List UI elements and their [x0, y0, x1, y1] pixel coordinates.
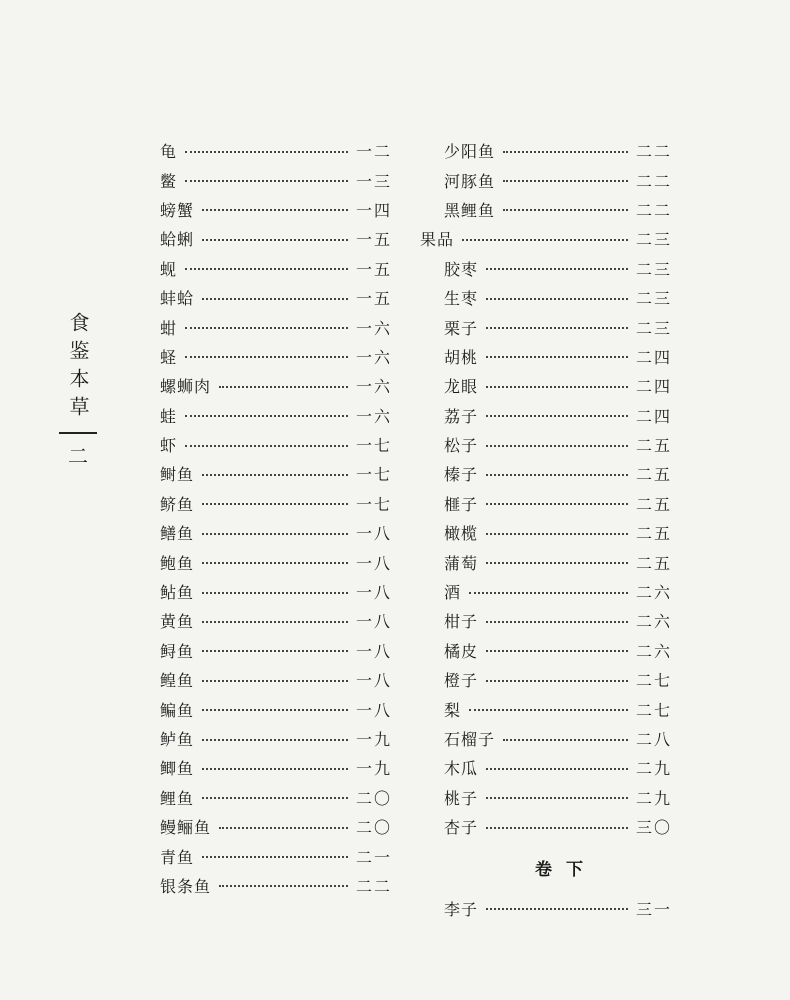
dot-leader	[486, 562, 628, 564]
toc-entry-page: 二七	[635, 700, 672, 720]
toc-entry[interactable]	[420, 283, 672, 312]
toc-entry[interactable]	[160, 812, 392, 841]
toc-entry-page: 二二	[635, 200, 672, 220]
toc-entry-page: 二三	[635, 318, 672, 338]
toc-entry-label: 黑鲤鱼	[444, 200, 496, 220]
dot-leader	[486, 680, 628, 682]
toc-entry[interactable]	[420, 783, 672, 812]
toc-entry-label: 鳝鱼	[160, 524, 195, 544]
toc-entry-label: 酒	[444, 583, 462, 603]
dot-leader	[202, 592, 348, 594]
dot-leader	[202, 209, 348, 211]
running-head-rule	[59, 432, 97, 434]
toc-entry-page: 一八	[355, 553, 392, 573]
toc-entry-label: 蚌蛤	[160, 289, 195, 309]
dot-leader	[185, 268, 348, 270]
toc-entry[interactable]	[420, 812, 672, 841]
toc-entry-page: 三〇	[635, 818, 672, 838]
toc-left-column	[160, 136, 392, 900]
toc-entry-label: 蚬	[160, 259, 178, 279]
toc-entry-page: 二八	[635, 730, 672, 749]
toc-entry-label: 木瓜	[444, 759, 479, 779]
toc-entry-page: 一七	[355, 465, 392, 485]
toc-entry[interactable]	[160, 136, 392, 165]
dot-leader	[202, 503, 348, 505]
toc-entry-page: 二二	[355, 876, 392, 896]
toc-entry-page: 二四	[635, 406, 672, 426]
toc-entry[interactable]	[160, 342, 392, 371]
toc-entry-label: 榧子	[444, 494, 479, 514]
toc-entry[interactable]	[420, 547, 672, 576]
toc-entry-label: 鲤鱼	[160, 788, 195, 808]
toc-entry-label: 橘皮	[444, 641, 479, 661]
toc-entry-page: 二三	[635, 230, 672, 250]
toc-entry[interactable]	[160, 783, 392, 812]
toc-entry-page: 二六	[635, 641, 672, 661]
toc-entry[interactable]	[160, 871, 392, 900]
toc-entry[interactable]	[420, 636, 672, 665]
toc-entry[interactable]	[420, 165, 672, 194]
toc-entry-label: 鲍鱼	[160, 553, 195, 573]
dot-leader	[202, 239, 348, 241]
dot-leader	[185, 356, 348, 358]
dot-leader	[202, 768, 348, 770]
toc-entry-page: 一四	[355, 200, 392, 220]
dot-leader	[503, 151, 628, 153]
toc-entry[interactable]	[420, 893, 672, 922]
toc-entry-page: 一六	[355, 406, 392, 426]
toc-entry[interactable]	[420, 489, 672, 518]
toc-entry[interactable]	[420, 430, 672, 459]
toc-entry-label: 松子	[444, 436, 479, 456]
dot-leader	[486, 908, 628, 910]
toc-entry-label: 生枣	[444, 289, 479, 309]
dot-leader	[202, 533, 348, 535]
dot-leader	[202, 621, 348, 623]
toc-entry-label: 鲇鱼	[160, 583, 195, 603]
toc-entry-label: 橄榄	[444, 524, 479, 544]
toc-entry-page: 二五	[635, 465, 672, 485]
toc-entry-page: 二三	[635, 259, 672, 279]
dot-leader	[469, 709, 628, 711]
dot-leader	[503, 739, 628, 741]
dot-leader	[202, 709, 348, 711]
toc-entry[interactable]	[160, 224, 392, 253]
dot-leader	[202, 856, 348, 858]
toc-entry-page: 二二	[635, 142, 672, 162]
toc-entry[interactable]	[160, 401, 392, 430]
dot-leader	[486, 298, 628, 300]
dot-leader	[503, 180, 628, 182]
toc-entry-label: 鳗鲡鱼	[160, 818, 212, 838]
toc-entry[interactable]	[420, 312, 672, 341]
toc-entry-page: 一八	[355, 612, 392, 632]
toc-entry[interactable]	[160, 577, 392, 606]
toc-entry[interactable]	[420, 342, 672, 371]
toc-entry-label: 荔子	[444, 406, 479, 426]
toc-entry-page: 一三	[355, 171, 392, 191]
toc-entry-label: 榛子	[444, 465, 479, 485]
dot-leader	[185, 327, 348, 329]
dot-leader	[486, 327, 628, 329]
toc-entry-page: 一七	[355, 494, 392, 514]
toc-entry[interactable]	[420, 665, 672, 694]
dot-leader	[486, 797, 628, 799]
toc-entry[interactable]	[420, 753, 672, 782]
dot-leader	[185, 151, 348, 153]
toc-entry-label: 柑子	[444, 612, 479, 632]
toc-entry-page: 二一	[355, 847, 392, 867]
toc-entry[interactable]	[420, 694, 672, 723]
toc-entry-label: 鲥鱼	[160, 465, 195, 485]
dot-leader	[462, 239, 628, 241]
toc-entry-page: 一九	[355, 730, 392, 749]
toc-entry-label: 蚶	[160, 318, 178, 338]
toc-entry[interactable]	[160, 753, 392, 782]
toc-entry-page: 二六	[635, 612, 672, 632]
toc-entry-page: 一五	[355, 230, 392, 250]
toc-entry[interactable]	[420, 724, 672, 753]
page-number: 二	[68, 444, 88, 468]
dot-leader	[202, 562, 348, 564]
dot-leader	[503, 209, 628, 211]
toc-entry-label: 橙子	[444, 671, 479, 691]
dot-leader	[486, 533, 628, 535]
toc-entry[interactable]	[160, 195, 392, 224]
toc-entry-label: 鲚鱼	[160, 494, 195, 514]
toc-entry-page: 一八	[355, 583, 392, 603]
dot-leader	[486, 268, 628, 270]
toc-entry-page: 一七	[355, 436, 392, 456]
toc-entry-page: 一五	[355, 289, 392, 309]
toc-entry-label: 青鱼	[160, 847, 195, 867]
toc-entry[interactable]	[420, 459, 672, 488]
toc-entry[interactable]	[420, 136, 672, 165]
dot-leader	[486, 503, 628, 505]
toc-entry-label: 银条鱼	[160, 876, 212, 896]
toc-entry-label: 蛏	[160, 347, 178, 367]
toc-right-column	[420, 136, 672, 923]
toc-entry[interactable]	[420, 195, 672, 224]
toc-entry-page: 二四	[635, 347, 672, 367]
toc-entry-page: 二九	[635, 788, 672, 808]
toc-entry-label: 胶枣	[444, 259, 479, 279]
dot-leader	[202, 650, 348, 652]
dot-leader	[486, 474, 628, 476]
toc-entry-label: 李子	[444, 899, 479, 919]
dot-leader	[469, 592, 628, 594]
toc-entry[interactable]	[160, 694, 392, 723]
dot-leader	[185, 445, 348, 447]
toc-entry-label: 蒲萄	[444, 553, 479, 573]
toc-entry-page: 二五	[635, 494, 672, 514]
toc-entry-page: 三一	[635, 899, 672, 919]
toc-entry-label: 鳇鱼	[160, 671, 195, 691]
toc-entry-label: 少阳鱼	[444, 142, 496, 162]
toc-entry[interactable]	[160, 371, 392, 400]
toc-entry-page: 一六	[355, 377, 392, 397]
toc-entry-label: 鲫鱼	[160, 759, 195, 779]
toc-entry-page: 一五	[355, 259, 392, 279]
book-title: 食鉴本草	[66, 312, 90, 424]
toc-entry-page: 二〇	[355, 788, 392, 808]
toc-entry[interactable]	[160, 665, 392, 694]
toc-entry[interactable]	[160, 459, 392, 488]
toc-entry[interactable]	[420, 606, 672, 635]
toc-entry-page: 一八	[355, 524, 392, 544]
toc-entry-label: 鲈鱼	[160, 730, 195, 749]
toc-entry-page: 二五	[635, 553, 672, 573]
toc-entry-label: 螃蟹	[160, 200, 195, 220]
toc-entry-label: 鲟鱼	[160, 641, 195, 661]
toc-entry[interactable]	[160, 489, 392, 518]
toc-entry-label: 河豚鱼	[444, 171, 496, 191]
dot-leader	[486, 621, 628, 623]
dot-leader	[219, 827, 348, 829]
toc-entry[interactable]	[420, 518, 672, 547]
dot-leader	[486, 827, 628, 829]
toc-entry[interactable]	[160, 312, 392, 341]
toc-entry-label: 黄鱼	[160, 612, 195, 632]
toc-entry[interactable]	[160, 547, 392, 576]
toc-entry[interactable]	[160, 254, 392, 283]
toc-entry-page: 二六	[635, 583, 672, 603]
toc-entry[interactable]	[160, 430, 392, 459]
toc-entry-label: 螺蛳肉	[160, 377, 212, 397]
toc-entry-page: 一八	[355, 700, 392, 720]
toc-entry-label: 虾	[160, 436, 178, 456]
toc-entry[interactable]	[160, 518, 392, 547]
toc-entry-label: 龙眼	[444, 377, 479, 397]
dot-leader	[219, 386, 348, 388]
section-heading: 卷下	[535, 859, 597, 880]
dot-leader	[486, 768, 628, 770]
toc-entry[interactable]	[420, 371, 672, 400]
toc-entry-page: 一九	[355, 759, 392, 779]
dot-leader	[486, 415, 628, 417]
toc-entry-page: 二九	[635, 759, 672, 779]
toc-entry-label: 蛙	[160, 406, 178, 426]
dot-leader	[202, 680, 348, 682]
toc-right-entries	[420, 136, 672, 841]
toc-entry-page: 二四	[635, 377, 672, 397]
toc-entry-label: 龟	[160, 142, 178, 162]
toc-entry[interactable]	[160, 283, 392, 312]
dot-leader	[185, 180, 348, 182]
toc-entry[interactable]	[160, 636, 392, 665]
dot-leader	[219, 885, 348, 887]
toc-entry-page: 二〇	[355, 818, 392, 838]
toc-entry-label: 果品	[420, 230, 455, 250]
toc-entry-label: 蛤蜊	[160, 230, 195, 250]
dot-leader	[202, 739, 348, 741]
toc-entry-page: 二五	[635, 524, 672, 544]
dot-leader	[202, 797, 348, 799]
toc-entry-label: 梨	[444, 700, 462, 720]
toc-entry[interactable]	[160, 841, 392, 870]
toc-entry[interactable]	[420, 401, 672, 430]
toc-entry-page: 二三	[635, 289, 672, 309]
toc-entry-page: 一八	[355, 671, 392, 691]
dot-leader	[486, 386, 628, 388]
toc-entry-page: 二五	[635, 436, 672, 456]
toc-entry-page: 二二	[635, 171, 672, 191]
dot-leader	[202, 474, 348, 476]
toc-entry-label: 栗子	[444, 318, 479, 338]
toc-right-entries-after	[420, 893, 672, 922]
running-head	[58, 312, 98, 466]
toc-entry-label: 鳊鱼	[160, 700, 195, 720]
toc-entry[interactable]	[420, 577, 672, 606]
toc-entry[interactable]	[420, 254, 672, 283]
toc-entry[interactable]	[160, 724, 392, 753]
toc-entry-page: 一六	[355, 347, 392, 367]
toc-entry-label: 鳖	[160, 171, 178, 191]
toc-entry-page: 一八	[355, 641, 392, 661]
toc-entry-label: 石榴子	[444, 730, 496, 749]
toc-entry[interactable]	[160, 165, 392, 194]
toc-entry-page: 二七	[635, 671, 672, 691]
dot-leader	[185, 415, 348, 417]
dot-leader	[202, 298, 348, 300]
toc-entry-label: 桃子	[444, 788, 479, 808]
toc-entry-page: 一二	[355, 142, 392, 162]
dot-leader	[486, 650, 628, 652]
toc-entry[interactable]	[160, 606, 392, 635]
toc-entry[interactable]	[420, 224, 672, 253]
toc-entry-page: 一六	[355, 318, 392, 338]
dot-leader	[486, 445, 628, 447]
toc-entry-label: 胡桃	[444, 347, 479, 367]
toc-entry-label: 杏子	[444, 818, 479, 838]
dot-leader	[486, 356, 628, 358]
